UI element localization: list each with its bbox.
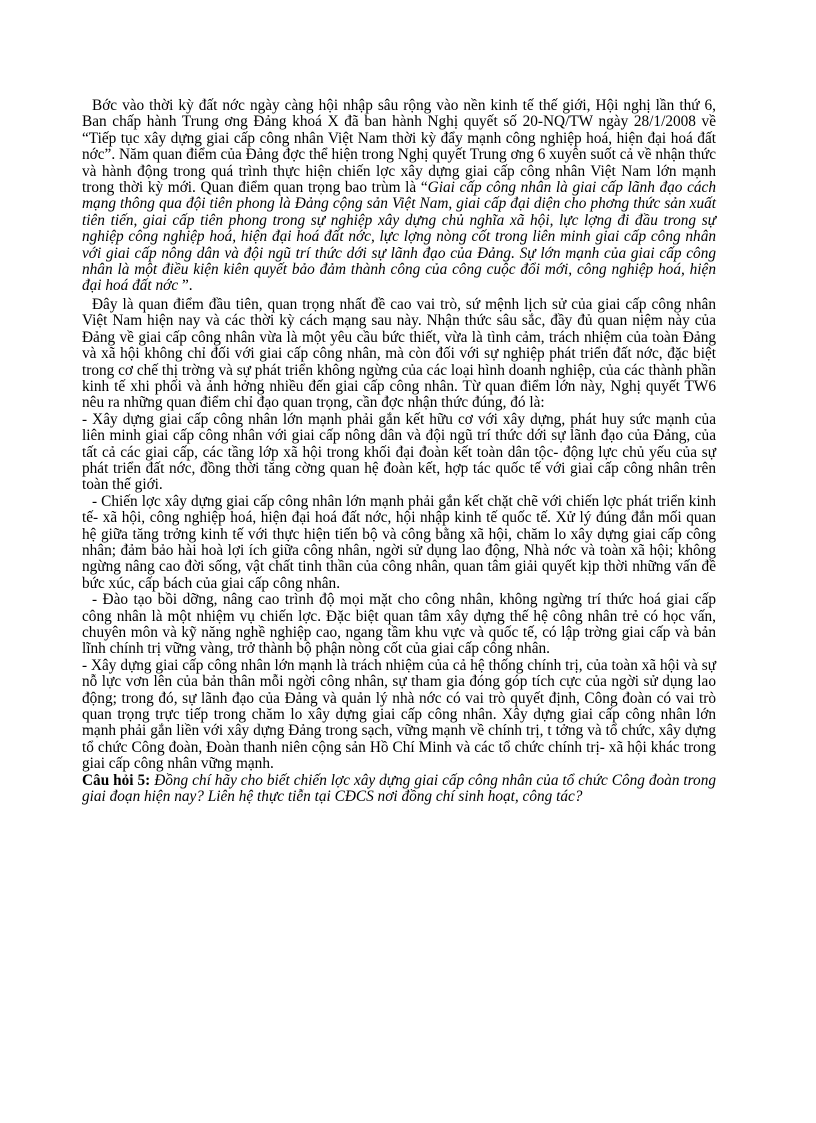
bullet-strategy: - Chiến lợc xây dựng giai cấp công nhân lớn mạnh phải gắn kết chặt chẽ với chiến lợc phát triển kinh tế- xã hội, công nghiệp hoá, hiện đại hoá đất nớc, hội nhập kinh tế quốc tế. Xử lý đúng đắn mối quan hệ giữa tăng trởng kinh tế với thực hiện tiến bộ và công bằng xã hội, chăm lo xây dựng giai cấp công nhân; đảm bảo hài hoà lợi ích giữa công nhân, ngời sử dụng lao động, Nhà nớc và toàn xã hội; không ngừng nâng cao đời sống, vật chất tinh thần của công nhân, quan tâm giải quyết kịp thời những vấn đề bức xúc, cấp bách của giai cấp công nhân. bbox=[82, 492, 716, 592]
question-5-label: Câu hỏi 5: bbox=[82, 771, 151, 789]
question-5 bbox=[82, 773, 716, 806]
question-5-text: Đồng chí hãy cho biết chiến lợc xây dựng giai cấp công nhân của tổ chức Công đoàn trong giai đoạn hiện nay? Liên hệ thực tiễn tại CĐCS nơi đồng chí sinh hoạt, công tác? bbox=[82, 771, 716, 806]
intro-quote: Giai cấp công nhân là giai cấp lãnh đạo cách mạng thông qua đội tiên phong là Đảng cộng sản Việt Nam, giai cấp đại diện cho phơng thức sản xuất tiên tiến, giai cấp tiên phong trong sự nghiệp xây dựng chủ nghĩa xã hội, lực lợng đi đầu trong sự nghiệp công nghiệp hoá, hiện đại hoá đất nớc, lực lợng nòng cốt trong liên minh giai cấp công nhân với giai cấp nông dân và đội ngũ trí thức dới sự lãnh đạo của Đảng. Sự lớn mạnh của giai cấp công nhân là một điều kiện kiên quyết bảo đảm thành công của công cuộc đổi mới, công nghiệp hoá, hiện đại hoá đất nớc bbox=[82, 179, 716, 295]
intro-quote-close: ”. bbox=[178, 277, 193, 295]
viewpoint-paragraph: Đây là quan điểm đầu tiên, quan trọng nhất đề cao vai trò, sứ mệnh lịch sử của giai cấp công nhân Việt Nam hiện nay và các thời kỳ cách mạng sau này. Nhận thức sâu sắc, đầy đủ quan niệm này của Đảng về giai cấp công nhân vừa là một yêu cầu bức thiết, vừa là tình cảm, trách nhiệm của toàn Đảng và xã hội không chỉ đối với giai cấp công nhân, mà còn đối với sự nghiệp phát triển đất nớc, đặc biệt trong cơ chế thị trờng và sự phát triển không ngừng của các loại hình doanh nghiệp, của các thành phần kinh tế xhi phối và ảnh hởng nhiều đến giai cấp công nhân. Từ quan điểm lớn này, Nghị quyết TW6 nêu ra những quan điểm chỉ đạo quan trọng, cần đợc nhận thức đúng, đó là: bbox=[82, 295, 716, 412]
bullet-responsibility: - Xây dựng giai cấp công nhân lớn mạnh là trách nhiệm của cả hệ thống chính trị, của toàn xã hội và sự nỗ lực vơn lên của bản thân mỗi ngời công nhân, sự tham gia đóng góp tích cực của ngời sử dụng lao động; trong đó, sự lãnh đạo của Đảng và quản lý nhà nớc có vai trò quyết định, Công đoàn có vai trò quan trọng trực tiếp trong chăm lo xây dựng giai cấp công nhân. Xây dựng giai cấp công nhân lớn mạnh phải gắn liền với xây dựng Đảng trong sạch, vững mạnh về chính trị, t tởng và tổ chức, xây dựng tổ chức Công đoàn, Đoàn thanh niên cộng sản Hồ Chí Minh và các tổ chức chính trị- xã hội khác trong giai cấp công nhân vững mạnh. bbox=[82, 656, 716, 773]
bullet-training: - Đào tạo bồi dỡng, nâng cao trình độ mọi mặt cho công nhân, không ngừng trí thức hoá giai cấp công nhân là một nhiệm vụ chiến lợc. Đặc biệt quan tâm xây dựng thế hệ công nhân trẻ có học vấn, chuyên môn và kỹ năng nghề nghiệp cao, ngang tầm khu vực và quốc tế, có lập trờng giai cấp và bản lĩnh chính trị vững vàng, trở thành bộ phận nòng cốt của giai cấp công nhân. bbox=[82, 591, 716, 658]
intro-paragraph bbox=[82, 98, 716, 295]
bullet-alliance: - Xây dựng giai cấp công nhân lớn mạnh phải gắn kết hữu cơ với xây dựng, phát huy sức mạnh của liên minh giai cấp công nhân với giai cấp nông dân và đội ngũ trí thức dới sự lãnh đạo của Đảng, của tất cả các giai cấp, các tầng lớp xã hội trong khối đại đoàn kết toàn dân tộc- động lực chủ yếu của sự phát triển đất nớc, đồng thời tăng cờng quan hệ đoàn kết, hợp tác quốc tế với giai cấp công nhân trên toàn thế giới. bbox=[82, 410, 716, 494]
intro-text: Bớc vào thời kỳ đất nớc ngày càng hội nhập sâu rộng vào nền kinh tế thế giới, Hội nghị lần thứ 6, Ban chấp hành Trung ơng Đảng khoá X đã ban hành Nghị quyết số 20-NQ/TW ngày 28/1/2008 về “Tiếp tục xây dựng giai cấp công nhân Việt Nam thời kỳ đẩy mạnh công nghiệp hoá, hiện đại hoá đất nớc”. Năm quan điểm của Đảng đợc thể hiện trong Nghị quyết Trung ơng 6 xuyên suốt cả về nhận thức và hành động trong quá trình thực hiện chiến lợc xây dựng giai cấp công nhân Việt Nam lớn mạnh trong thời kỳ mới. Quan điểm quan trọng bao trùm là “ bbox=[82, 97, 716, 197]
